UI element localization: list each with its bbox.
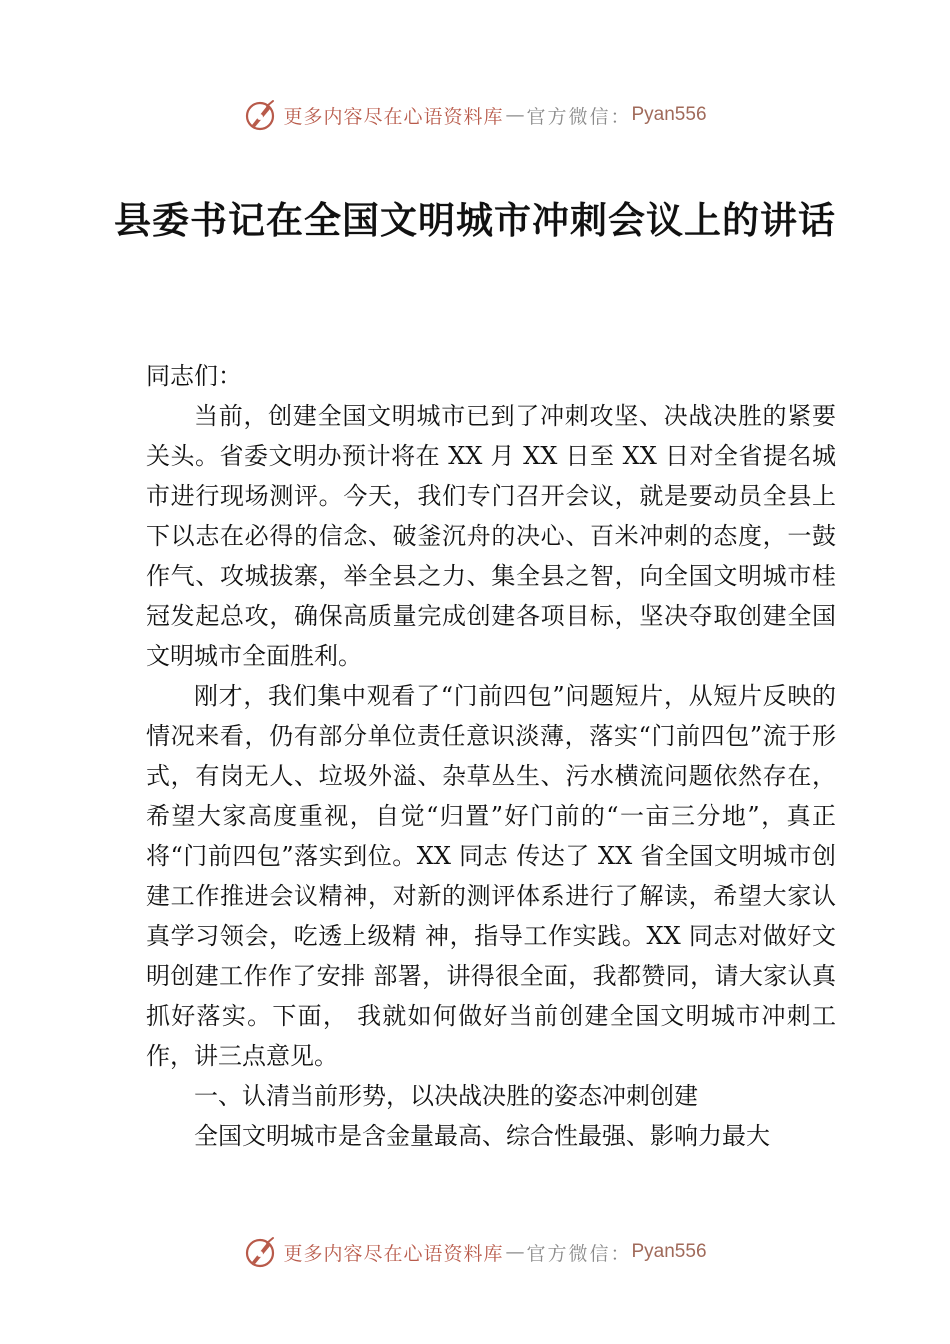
document-body <box>146 356 836 1156</box>
document-title: 县委书记在全国文明城市冲刺会议上的讲话 <box>114 198 836 242</box>
salutation: 同志们： <box>146 362 242 390</box>
wechat-id: Pyan556 <box>631 104 707 125</box>
quill-seal-icon <box>243 1235 277 1269</box>
paragraph-2: 刚才，我们集中观看了“门前四包”问题短片，从短片反映的情况来看，仍有部分单位责任意识淡薄，落实“门前四包”流于形式，有岗无人、垃圾外溢、杂草丛生、污水横流问题依然存在，希望大家高度重视，自觉“归置”好门前的“一亩三分地”，真正将“门前四包”落实到位。XX 同志 传达了 XX 省全国文明城市创建工作推进会议精神，对新的测评体系进行了解读，希望大家认真学习领会，吃透上级精 神，指导工作实践。XX 同志对做好文明创建工作作了安排 部署，讲得很全面，我都赞同，请大家认真抓好落实。下面， 我就如何做好当前创建全国文明城市冲刺工作，讲三点意见。 <box>146 682 836 1070</box>
header-banner <box>0 95 950 135</box>
banner-separator: — <box>505 1241 525 1263</box>
quill-seal-icon <box>243 98 277 132</box>
banner-text: 更多内容尽在心语资料库 <box>283 1242 504 1265</box>
banner-separator: — <box>505 104 525 126</box>
wechat-id: Pyan556 <box>631 1241 707 1262</box>
wechat-label: 官方微信： <box>526 1242 632 1265</box>
paragraph-3: 全国文明城市是含金量最高、综合性最强、影响力最大 <box>194 1122 770 1150</box>
section-heading: 一、认清当前形势，以决战决胜的姿态冲刺创建 <box>194 1082 698 1110</box>
footer-banner <box>0 1232 950 1272</box>
banner-text: 更多内容尽在心语资料库 <box>283 105 504 128</box>
wechat-label: 官方微信： <box>526 105 632 128</box>
paragraph-1: 当前，创建全国文明城市已到了冲刺攻坚、决战决胜的紧要关头。省委文明办预计将在 XX 月 XX 日至 XX 日对全省提名城市进行现场测评。今天，我们专门召开会议，就是要动员全县上下以志在必得的信念、破釜沉舟的决心、百米冲刺的态度，一鼓作气、攻城拔寨，举全县之力、集全县之智，向全国文明城市桂冠发起总攻，确保高质量完成创建各项目标，坚决夺取创建全国文明城市全面胜利。 <box>146 402 836 670</box>
